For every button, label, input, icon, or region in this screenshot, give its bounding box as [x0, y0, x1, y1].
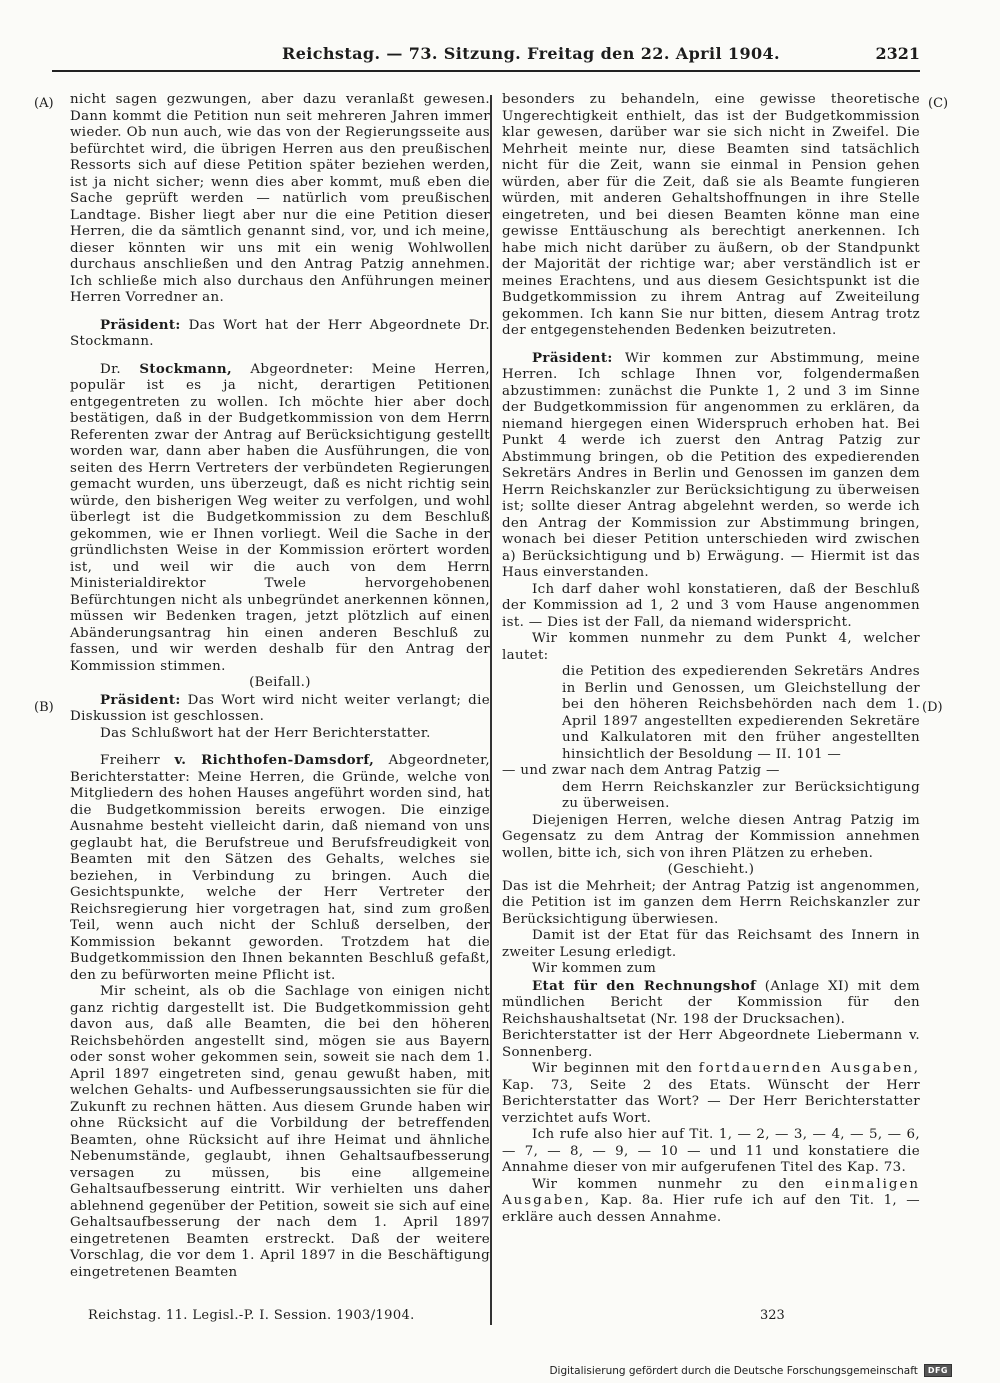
left-column	[70, 92, 490, 1281]
speaker-name: Präsident:	[100, 691, 181, 708]
paragraph: Ich darf daher wohl konstatieren, daß der Beschluß der Kommission ad 1, 2 und 3 vom Hause angenommen ist. — Dies ist der Fall, da niemand widerspricht.	[502, 581, 920, 630]
event-note: (Geschieht.)	[667, 862, 755, 877]
paragraph: Freiherr v. Richthofen-Damsdorf, Abgeordneter, Berichterstatter: Meine Herren, die Gründe, welche von Mitgliedern des hohen Hauses angeführt worden sind, hat die Budgetkommission bereits erwogen. Die einzige Ausnahme besteht vielleicht darin, daß niemand von uns geglaubt hat, die Berufstreue und Berufsfreudigkeit von Beamten mit den Sätzen des Gehalts, welches sie beziehen, in Verbindung zu bringen. Auch die Gesichtspunkte, welche der Herr Vertreter der Reichsregierung hier vorgetragen hat, sind zum großen Teil, wenn auch nicht der Schluß derselben, der Kommission bekannt geworden. Trotzdem hat die Budgetkommission den Ihnen bekannten Beschluß gefaßt, den zu befürworten meine Pflicht ist.	[70, 752, 490, 983]
margin-mark-d: (D)	[922, 700, 943, 715]
paragraph: Präsident: Das Wort wird nicht weiter verlangt; die Diskussion ist geschlossen.	[70, 691, 491, 724]
right-column	[502, 92, 920, 1226]
paragraph: Wir kommen nunmehr zu den einmaligen Ausgaben, Kap. 8a. Hier rufe ich auf den Tit. 1, — erkläre auch dessen Annahme.	[502, 1176, 921, 1225]
page-number: 2321	[875, 44, 920, 63]
margin-mark-a: (A)	[34, 96, 54, 111]
agenda-item: Etat für den Rechnungshof (Anlage XI) mit dem mündlichen Bericht der Kommission für den Reichshaushaltsetat (Nr. 198 der Drucksachen).	[502, 977, 921, 1027]
footer-sheet-number: 323	[760, 1308, 785, 1323]
paragraph: Wir kommen zum	[532, 961, 657, 976]
paragraph: Ich rufe also hier auf Tit. 1, — 2, — 3, — 4, — 5, — 6, — 7, — 8, — 9, — 10 — und 11 und konstatiere die Annahme dieser von mir aufgerufenen Titel des Kap. 73.	[502, 1127, 920, 1175]
paragraph: Das Schlußwort hat der Herr Berichterstatter.	[100, 725, 431, 741]
column-divider	[490, 95, 492, 1325]
paragraph: Berichterstatter ist der Herr Abgeordnete Liebermann v. Sonnenberg.	[502, 1028, 920, 1060]
quoted-petition: dem Herrn Reichskanzler zur Berücksichtigung zu überweisen.	[562, 779, 920, 811]
paragraph: Dr. Stockmann, Abgeordneter: Meine Herren, populär ist es ja nicht, derartigen Petitionen entgegentreten zu wollen. Ich möchte hier aber doch bestätigen, daß in der Budgetkommission von dem Herrn Referenten zwar der Antrag auf Berücksichtigung gestellt worden war, dann aber haben die Ausführungen, die von seiten des Herrn Vertreters der verbündeten Regierungen gemacht wurden, uns überzeugt, daß es nicht richtig sein würde, den bisherigen Weg weiter zu verfolgen, und wohl überlegt ist die Budgetkommission zu dem Beschluß gekommen, wie er Ihnen vorliegt. Weil die Sache in der gründlichsten Weise in der Kommission erörtert worden ist, und weil wir die auch von dem Herrn Ministerialdirektor Twele hervorgehobenen Befürchtungen nicht als unbegründet anerkennen können, müssen wir Bedenken tragen, jetzt plötzlich auf einen Abänderungsantrag hin einen anderen Beschluß zu fassen, und wir werden deshalb für den Antrag der Kommission stimmen.	[70, 360, 491, 674]
applause-note: (Beifall.)	[249, 675, 311, 690]
speaker-name: Präsident:	[532, 349, 613, 366]
paragraph: Präsident: Das Wort hat der Herr Abgeordnete Dr. Stockmann.	[70, 316, 490, 349]
paragraph: Damit ist der Etat für das Reichsamt des Innern in zweiter Lesung erledigt.	[502, 928, 920, 960]
speaker-name: Präsident:	[100, 316, 181, 333]
speaker-name: v. Richthofen-Damsdorf,	[174, 752, 375, 768]
margin-mark-b: (B)	[34, 700, 54, 715]
paragraph: Präsident: Wir kommen zur Abstimmung, meine Herren. Ich schlage Ihnen vor, folgendermaßen abzustimmen: zunächst die Punkte 1, 2 und 3 im Sinne der Budgetkommission für angenommen zu erklären, da niemand hiergegen einen Widerspruch erhoben hat. Bei Punkt 4 werde ich zuerst den Antrag Patzig zur Abstimmung bringen, ob die Petition des expedierenden Sekretärs Andres in Berlin und Genossen im ganzen dem Herrn Reichskanzler zur Berücksichtigung zu überweisen ist; sollte dieser Antrag abgelehnt werden, so werde ich den Antrag der Kommission zur Abstimmung bringen, wonach bei dieser Petition unterschieden wird zwischen a) Berücksichtigung und b) Erwägung. — Hiermit ist das Haus einverstanden.	[502, 349, 920, 580]
running-title: Reichstag. — 73. Sitzung. Freitag den 22. April 1904.	[282, 44, 781, 63]
page-header	[52, 42, 920, 72]
paragraph: — und zwar nach dem Antrag Patzig —	[502, 763, 780, 778]
digitization-credit	[549, 1364, 952, 1377]
paragraph: Mir scheint, als ob die Sachlage von einigen nicht ganz richtig dargestellt ist. Die Budgetkommission geht davon aus, daß alle Beamten, die bei den höheren Reichsbehörden angestellt sind, mögen sie aus Bayern oder sonst woher gekommen sein, soweit sie nach dem 1. April 1897 eingetreten sind, genau gewußt haben, mit welchen Gehalts- und Aufbesserungsaussichten sie für die Zukunft zu rechnen hätten. Aus diesem Grunde haben wir ohne Rücksicht auf die Vorbildung der betreffenden Beamten, ohne Rücksicht auf ihre Heimat und ähnliche Nebenumstände, geglaubt, ihnen Gehaltsaufbesserung versagen zu müssen, bis eine allgemeine Gehaltsaufbesserung eintritt. Wir verhielten uns daher ablehnend gegenüber der Petition, soweit sie sich auf eine Gehaltsaufbesserung der nach dem 1. April 1897 eingetretenen Beamten erstreckt. Daß der weitere Vorschlag, die vor dem 1. April 1897 in die Beschäftigung eingetretenen Beamten	[70, 984, 490, 1280]
paragraph: nicht sagen gezwungen, aber dazu veranlaßt gewesen. Dann kommt die Petition nun seit mehreren Jahren immer wieder. Ob nun auch, wie das von der Regierungsseite aus befürchtet wird, die übrigen Herren aus den preußischen Ressorts sich auf diese Petition später beziehen werden, ist ja nicht sicher; wenn dies aber kommt, muß eben die Sache geprüft werden — natürlich vom preußischen Landtage. Bisher liegt aber nur die eine Petition dieser Herren, die da sämtlich genannt sind, vor, und ich meine, dieser könnten wir uns mit ein wenig Wohlwollen durchaus anschließen und den Antrag Patzig annehmen. Ich schließe mich also durchaus den Anführungen meiner Herren Vorredner an.	[70, 92, 490, 305]
paragraph: Wir beginnen mit den fortdauernden Ausgaben, Kap. 73, Seite 2 des Etats. Wünscht der Herr Berichterstatter das Wort? — Der Herr Berichterstatter verzichtet aufs Wort.	[502, 1061, 920, 1126]
paragraph: Wir kommen nunmehr zu dem Punkt 4, welcher lautet:	[502, 631, 920, 663]
credit-text: Digitalisierung gefördert durch die Deutsche Forschungsgemeinschaft	[549, 1364, 918, 1377]
quoted-petition: die Petition des expedierenden Sekretärs Andres in Berlin und Genossen, um Gleichstellung der bei den höheren Reichsbehörden nach dem 1. April 1897 angestellten expedierenden Sekretäre und Kalkulatoren mit den früher angestellten hinsichtlich der Besoldung — II. 101 —	[562, 664, 920, 762]
paragraph: Das ist die Mehrheit; der Antrag Patzig ist angenommen, die Petition ist im ganzen dem Herrn Reichskanzler zur Berücksichtigung überwiesen.	[502, 878, 920, 927]
agenda-title: Etat für den Rechnungshof	[532, 977, 757, 994]
footer-signature: Reichstag. 11. Legisl.-P. I. Session. 1903/1904.	[88, 1308, 415, 1323]
paragraph: besonders zu behandeln, eine gewisse theoretische Ungerechtigkeit enthielt, das ist der Budgetkommission klar gewesen, darüber war sie sich nicht in Zweifel. Die Mehrheit meinte nur, diese Beamten sind tatsächlich nicht für die Zeit, wann sie einmal in Pension gehen würden, aber für die Zeit, daß sie als Beamte fungieren würden, mit anderen Gehaltshoffnungen in ihre Stelle eingetreten, und bei diesen Beamten könne man eine gewisse Enttäuschung als berechtigt anerkennen. Ich habe mich nicht darüber zu äußern, ob der Standpunkt der Majorität der richtige war; aber verständlich ist er meines Erachtens, und aus diesem Gesichtspunkt ist die Budgetkommission zu ihrem Antrag auf Zweiteilung gekommen. Ich kann Sie nur bitten, diesem Antrag trotz der entgegenstehenden Bedenken beizutreten.	[502, 92, 920, 338]
paragraph: Diejenigen Herren, welche diesen Antrag Patzig im Gegensatz zu dem Antrag der Kommission annehmen wollen, bitte ich, sich von ihren Plätzen zu erheben.	[502, 812, 920, 861]
margin-mark-c: (C)	[928, 96, 949, 111]
speaker-name: Stockmann,	[139, 360, 233, 377]
dfg-logo: DFG	[924, 1364, 952, 1377]
